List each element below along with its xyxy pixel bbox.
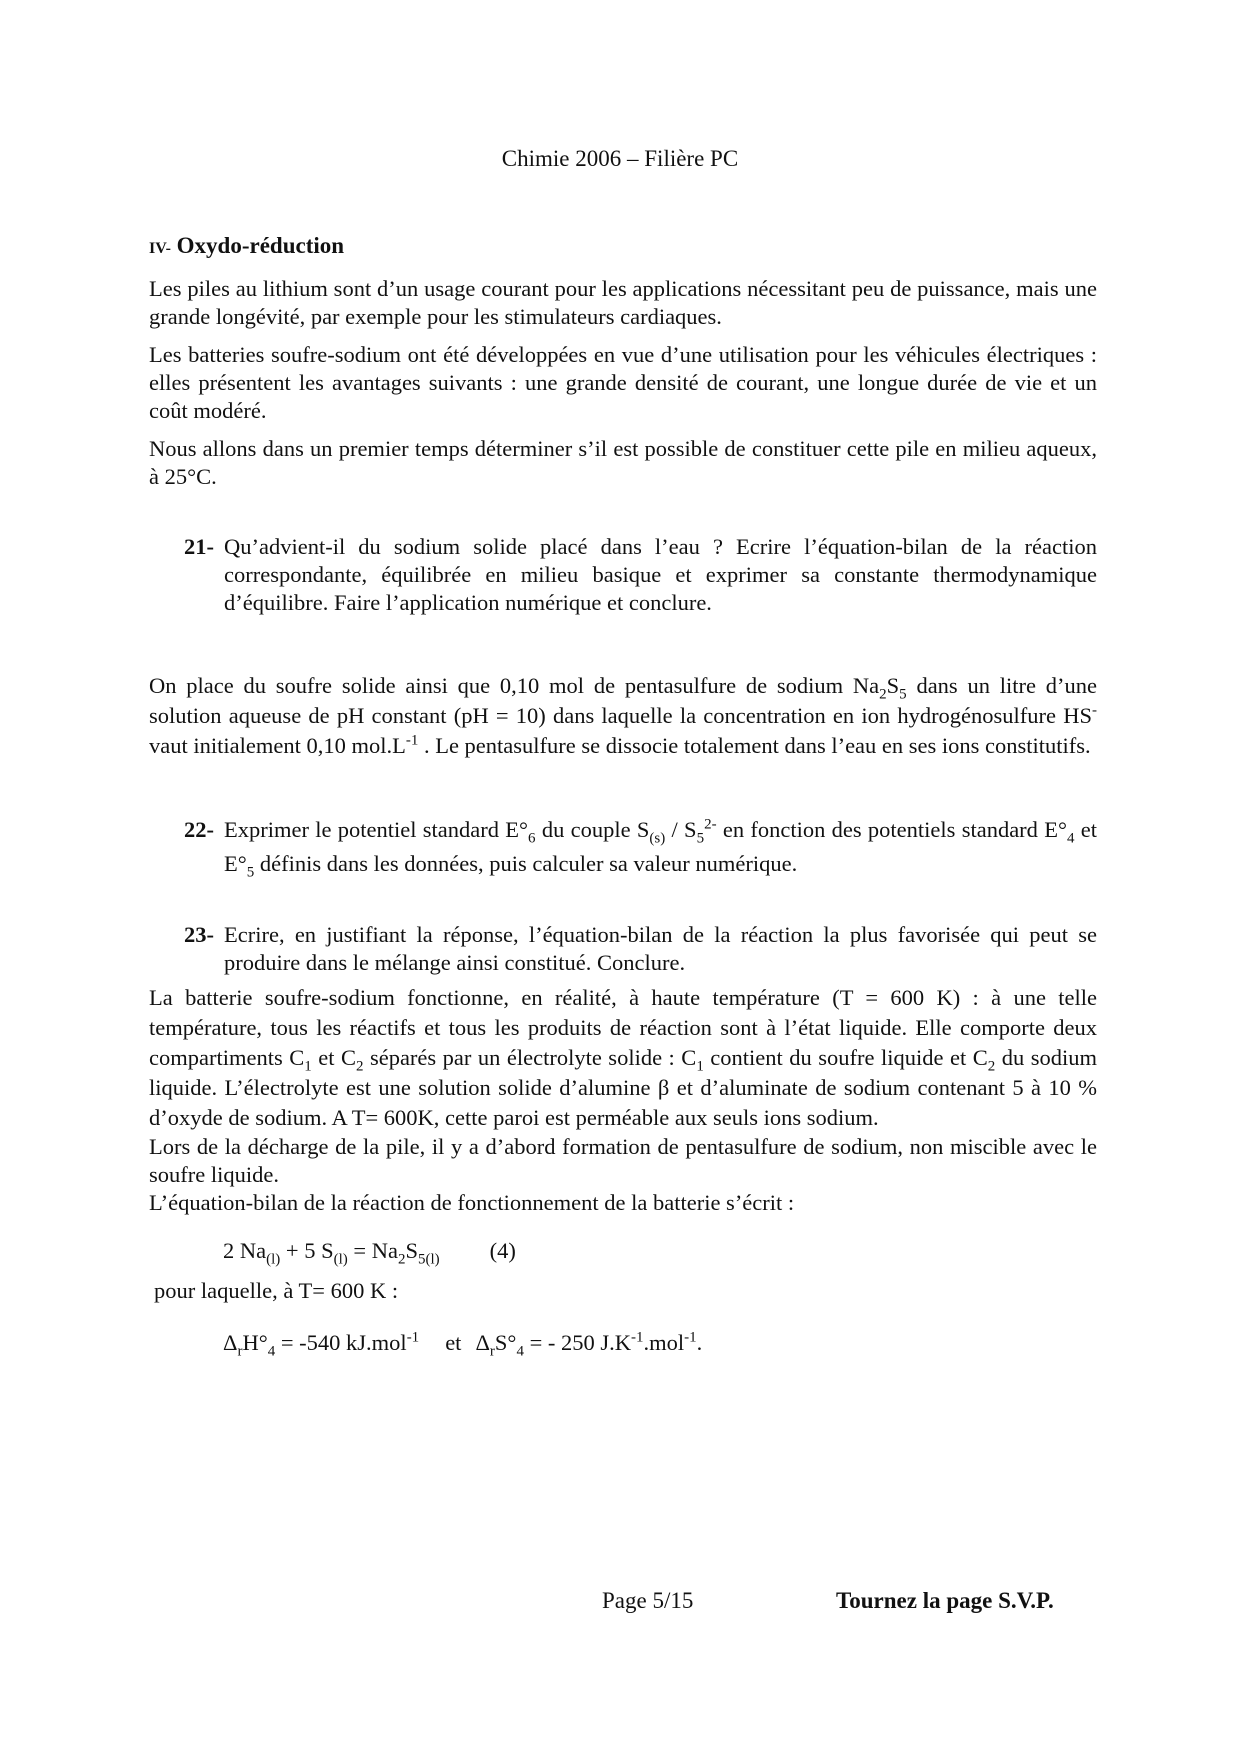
- battery-paragraph: La batterie soufre-sodium fonctionne, en réalité, à haute température (T = 600 K) : à une telle température, tous les réactifs et tous les produits de réaction sont à l’état liquide. Elle comporte deux compartiments $C_1$ et $C_2$ séparés par un électrolyte solide : $C_1$ contient du soufre liquide et $C_2$ du sodium liquide. L’électrolyte est une solution solide d’alumine β et d’aluminate de sodium contenant 5 à 10 % d’oxyde de sodium. A T= 600K, cette paroi est perméable aux seuls ions sodium.: [149, 985, 1097, 1130]
- question-23: [184, 921, 1097, 977]
- section-title: [149, 232, 1097, 263]
- equation-number: (4): [489, 1238, 516, 1263]
- question-text: Exprimer le potentiel standard $E^\circ_6$ du couple $S_{(s)} / S_5^{2-}$ en fonction des potentiels standard $E^\circ_4$ et $E^\circ_5$ définis dans les données, puis calculer sa valeur numérique.: [224, 816, 1097, 881]
- question-number: 22-: [184, 817, 214, 842]
- equation-intro: L’équation-bilan de la réaction de fonctionnement de la batterie s’écrit :: [149, 1190, 795, 1215]
- question-number: 21-: [184, 534, 214, 559]
- question-number: 23-: [184, 922, 214, 947]
- section-heading: Oxydo-réduction: [176, 233, 345, 258]
- question-text: Qu’advient-il du sodium solide placé dans l’eau ? Ecrire l’équation-bilan de la réaction correspondante, équilibrée en milieu basique et exprimer sa constante thermodynamique d’équilibre. Faire l’application numérique et conclure.: [224, 534, 1097, 615]
- intro-paragraph-1: Les piles au lithium sont d’un usage courant pour les applications nécessitant peu de puissance, mais une grande longévité, par exemple pour les stimulateurs cardiaques.: [149, 276, 1097, 329]
- thermo-values: $\Delta_rH^\circ_4 = -540$ kJ.mol$^{-1}$ et $\Delta_rS^\circ_4$ = - 250 $J.K^{-1}.mol^{-1}$.: [223, 1329, 703, 1360]
- mixture-paragraph: On place du soufre solide ainsi que 0,10 mol de pentasulfure de sodium $Na_2S_5$ dans un litre d’une solution aqueuse de pH constant (pH = 10) dans laquelle la concentration en ion hydrogénosulfure HS- vaut initialement 0,10 $mol.L^{-1}$ . Le pentasulfure se dissocie totalement dans l’eau en ses ions constitutifs.: [149, 673, 1097, 758]
- section-number: IV-: [149, 240, 171, 257]
- question-22: [184, 813, 1097, 881]
- condition-text: pour laquelle, à T= 600 K :: [154, 1278, 399, 1303]
- page-header: Chimie 2006 – Filière PC: [501, 146, 739, 171]
- question-21: [184, 533, 1097, 617]
- page-content: [149, 232, 1097, 1360]
- intro-paragraph-2: Les batteries soufre-sodium ont été développées en vue d’une utilisation pour les véhicules électriques : elles présentent les avantages suivants : une grande densité de courant, une longue durée de vie et un coût modéré.: [149, 342, 1097, 423]
- turn-page-note: Tournez la page S.V.P.: [836, 1588, 1054, 1613]
- discharge-paragraph: Lors de la décharge de la pile, il y a d’abord formation de pentasulfure de sodium, non miscible avec le soufre liquide.: [149, 1134, 1097, 1187]
- page-number: Page 5/15: [602, 1588, 694, 1613]
- intro-paragraph-3: Nous allons dans un premier temps déterminer s’il est possible de constituer cette pile en milieu aqueux, à 25°C.: [149, 436, 1097, 489]
- reaction-equation: 2 $Na_{(l)} + 5$ $S_{(l)} = Na_2S_{5(l)}$ (4): [223, 1238, 516, 1268]
- question-text: Ecrire, en justifiant la réponse, l’équation-bilan de la réaction la plus favorisée qui peut se produire dans le mélange ainsi constitué. Conclure.: [224, 922, 1097, 975]
